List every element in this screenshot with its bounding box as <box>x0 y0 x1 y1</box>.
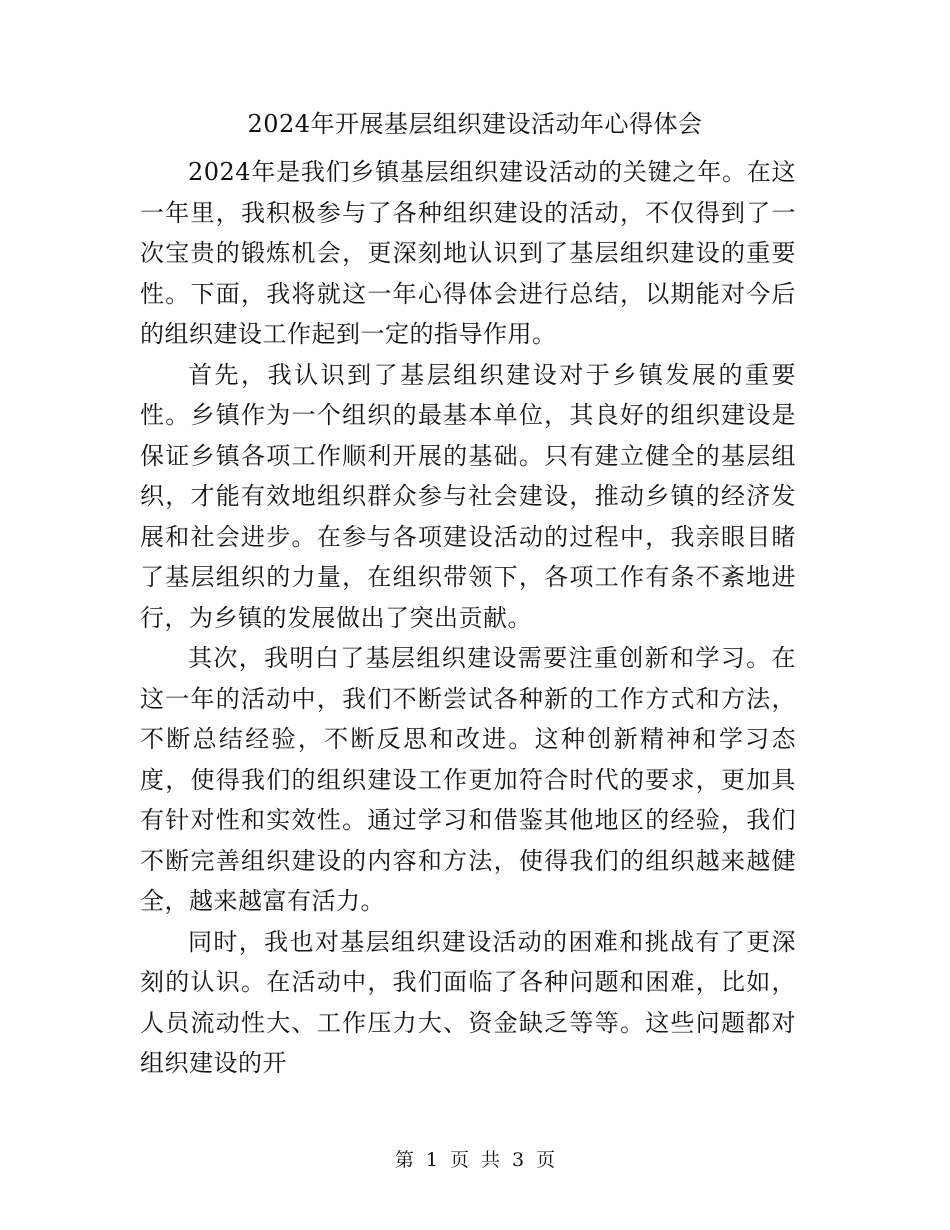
document-title: 2024年开展基层组织建设活动年心得体会 <box>247 110 703 138</box>
paragraph: 2024年是我们乡镇基层组织建设活动的关键之年。在这一年里，我积极参与了各种组织建设的活动，不仅得到了一次宝贵的锻炼机会，更深刻地认识到了基层组织建设的重要性。下面，我将就这一年心得体会进行总结，以期能对今后的组织建设工作起到一定的指导作用。 <box>140 158 796 348</box>
page-footer: 第 1 页 共 3 页 <box>394 1149 556 1171</box>
document-body <box>140 152 796 1084</box>
paragraph: 其次，我明白了基层组织建设需要注重创新和学习。在这一年的活动中，我们不断尝试各种新的工作方式和方法，不断总结经验，不断反思和改进。这种创新精神和学习态度，使得我们的组织建设工作更加符合时代的要求，更加具有针对性和实效性。通过学习和借鉴其他地区的经验，我们不断完善组织建设的内容和方法，使得我们的组织越来越健全，越来越富有活力。 <box>140 644 796 915</box>
paragraph: 同时，我也对基层组织建设活动的困难和挑战有了更深刻的认识。在活动中，我们面临了各种问题和困难，比如，人员流动性大、工作压力大、资金缺乏等等。这些问题都对组织建设的开 <box>140 927 796 1077</box>
paragraph: 首先，我认识到了基层组织建设对于乡镇发展的重要性。乡镇作为一个组织的最基本单位，其良好的组织建设是保证乡镇各项工作顺利开展的基础。只有建立健全的基层组织，才能有效地组织群众参与社会建设，推动乡镇的经济发展和社会进步。在参与各项建设活动的过程中，我亲眼目睹了基层组织的力量，在组织带领下，各项工作有条不紊地进行，为乡镇的发展做出了突出贡献。 <box>140 360 796 632</box>
